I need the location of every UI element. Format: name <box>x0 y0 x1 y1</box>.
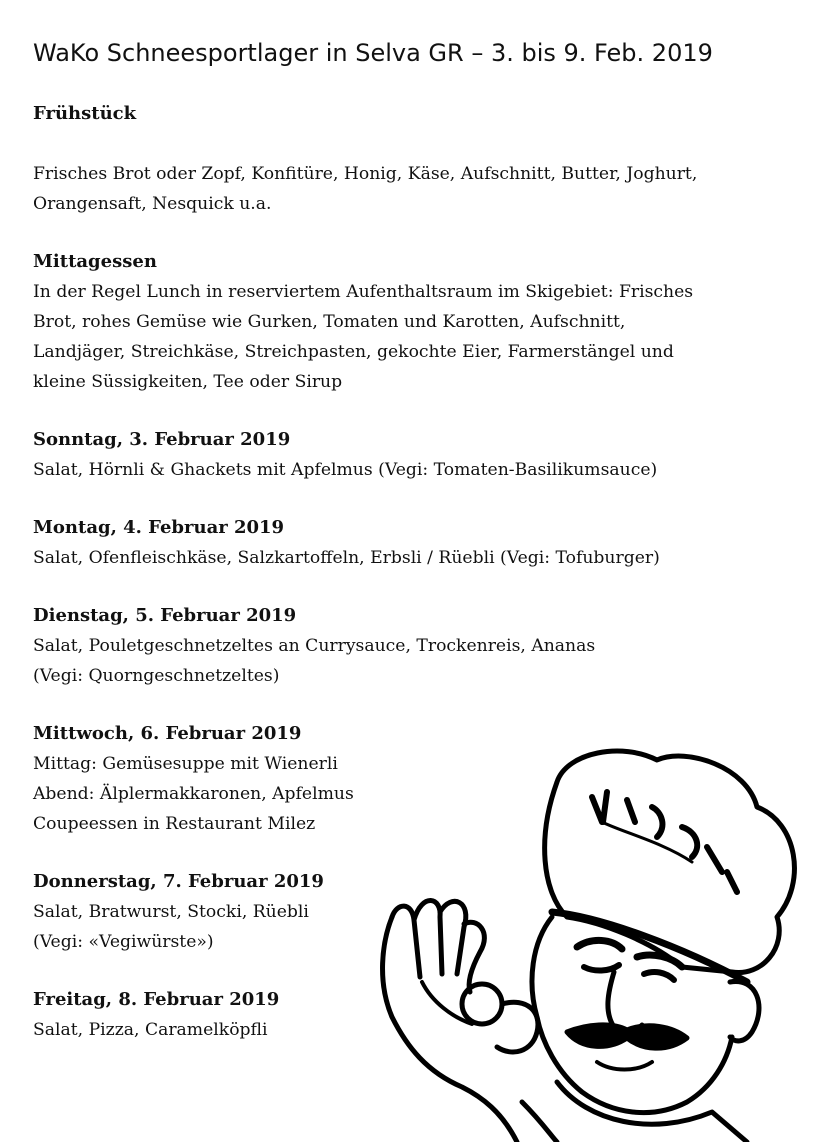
section-heading: Freitag, 8. Februar 2019 <box>33 989 280 1011</box>
section-line: (Vegi: Quorngeschnetzeltes) <box>33 666 280 687</box>
section-line: In der Regel Lunch in reserviertem Aufenthaltsraum im Skigebiet: Frisches <box>33 282 694 303</box>
section-line: kleine Süssigkeiten, Tee oder Sirup <box>33 372 343 393</box>
section-tuesday <box>33 601 793 691</box>
section-line: Salat, Ofenfleischkäse, Salzkartoffeln, Erbsli / Rüebli (Vegi: Tofuburger) <box>33 548 660 569</box>
section-line: Mittag: Gemüsesuppe mit Wienerli <box>33 754 338 775</box>
section-heading: Frühstück <box>33 103 137 125</box>
section-line: Salat, Pouletgeschnetzeltes an Currysauce, Trockenreis, Ananas <box>33 636 596 657</box>
section-heading: Sonntag, 3. Februar 2019 <box>33 429 291 451</box>
section-line: Orangensaft, Nesquick u.a. <box>33 194 272 215</box>
section-line: Salat, Bratwurst, Stocki, Rüebli <box>33 902 309 923</box>
section-line: Landjäger, Streichkäse, Streichpasten, gekochte Eier, Farmerstängel und <box>33 342 674 363</box>
section-heading: Montag, 4. Februar 2019 <box>33 517 285 539</box>
section-heading: Mittwoch, 6. Februar 2019 <box>33 723 302 745</box>
section-heading: Donnerstag, 7. Februar 2019 <box>33 871 324 893</box>
section-line: Abend: Älplermakkaronen, Apfelmus <box>33 784 354 805</box>
section-sunday <box>33 425 793 485</box>
section-breakfast <box>33 99 793 219</box>
document-title: WaKo Schneesportlager in Selva GR – 3. bis 9. Feb. 2019 <box>33 39 713 67</box>
section-line: Brot, rohes Gemüse wie Gurken, Tomaten und Karotten, Aufschnitt, <box>33 312 626 333</box>
section-line: Frisches Brot oder Zopf, Konfitüre, Honig, Käse, Aufschnitt, Butter, Joghurt, <box>33 164 698 185</box>
section-monday <box>33 513 793 573</box>
section-line: (Vegi: «Vegiwürste») <box>33 932 214 953</box>
section-line: Coupeessen in Restaurant Milez <box>33 814 316 835</box>
section-line: Salat, Pizza, Caramelköpfli <box>33 1020 268 1041</box>
section-heading: Dienstag, 5. Februar 2019 <box>33 605 297 627</box>
section-lunch <box>33 247 793 397</box>
section-heading: Mittagessen <box>33 251 157 273</box>
blank-line <box>33 129 793 159</box>
section-line: Salat, Hörnli & Ghackets mit Apfelmus (Vegi: Tomaten-Basilikumsauce) <box>33 460 658 481</box>
chef-icon <box>352 742 812 1142</box>
